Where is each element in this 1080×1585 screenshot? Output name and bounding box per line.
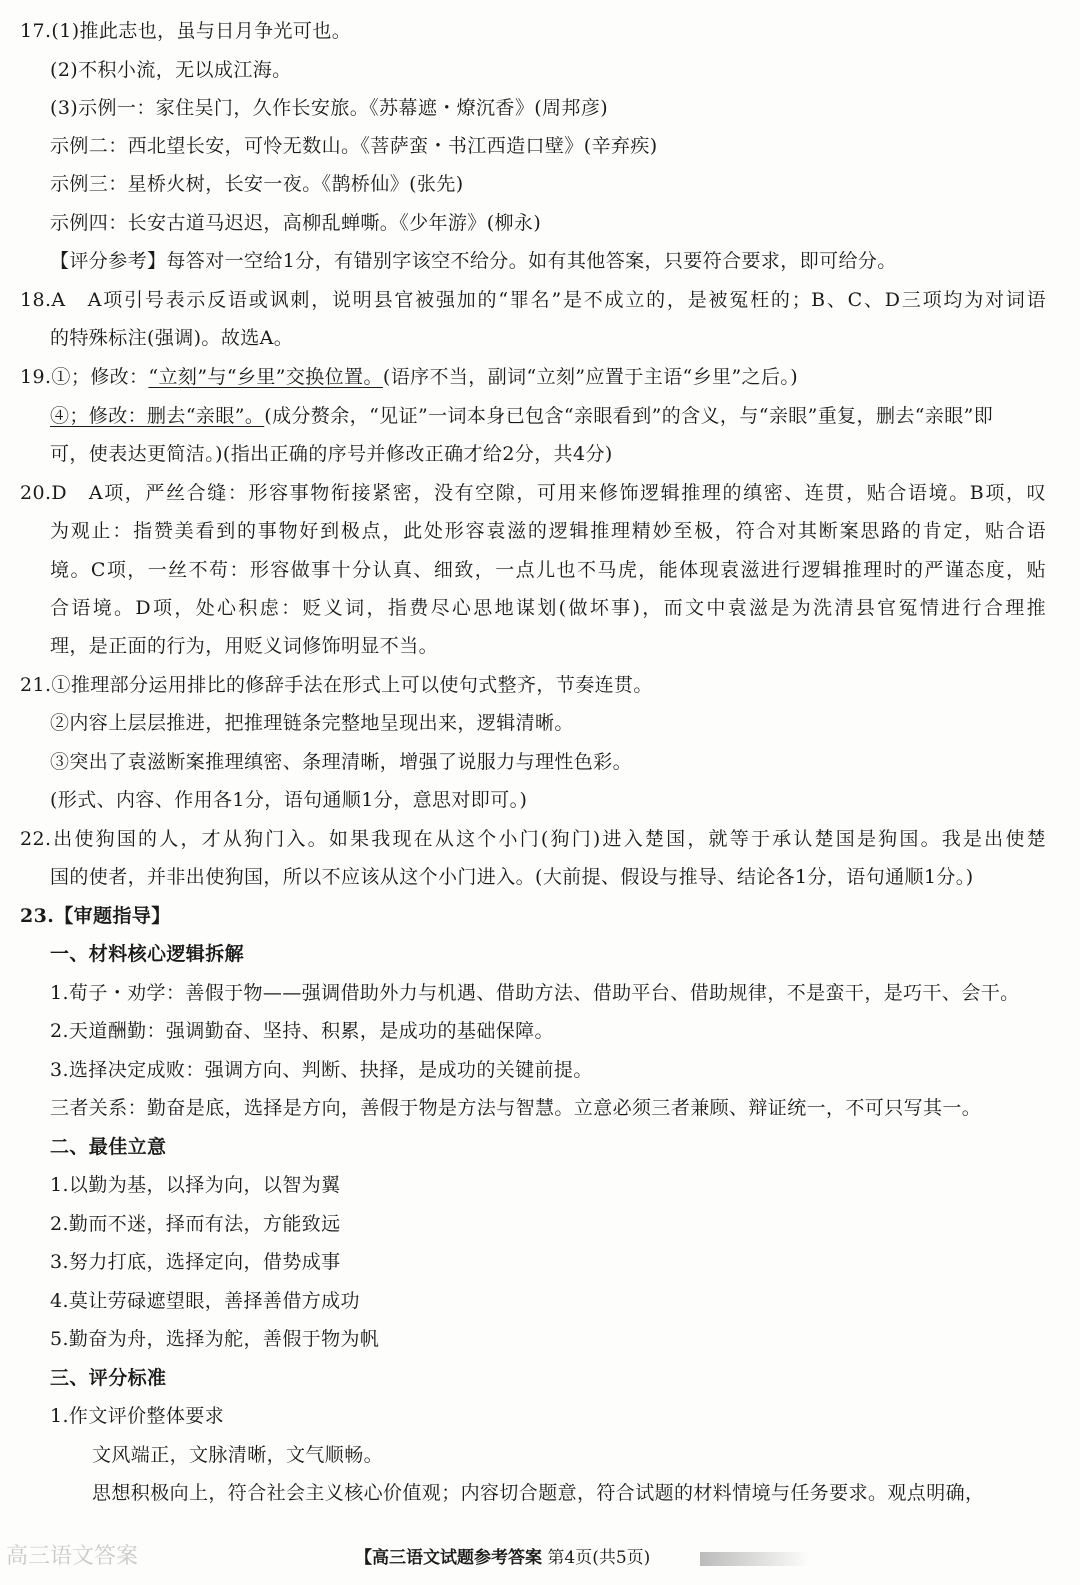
page-footer xyxy=(355,1544,650,1572)
theme-item-1: 1.以勤为基，以择为向，以智为翼 xyxy=(50,1174,341,1196)
answer-19-cont: 可，使表达更简洁。)(指出正确的序号并修改正确才给2分，共4分) xyxy=(50,443,613,465)
answer-17-3: (3)示例一：家住吴门，久作长安旅。《苏幕遮・燎沉香》(周邦彦) xyxy=(50,97,609,119)
criteria-style: 文风端正，文脉清晰，文气顺畅。 xyxy=(92,1444,384,1466)
answer-20-cont-3: 合语境。D项，处心积虑：贬义词，指费尽心思地谋划(做坏事)，而文中袁滋是为洗清县官冤情进行合理推 xyxy=(50,597,1046,619)
criteria-content: 思想积极向上，符合社会主义核心价值观；内容切合题意，符合试题的材料情境与任务要求。观点明确， xyxy=(92,1482,985,1504)
section-2-heading: 二、最佳立意 xyxy=(50,1136,167,1158)
answer-18: 18.A A项引号表示反语或讽刺，说明县官被强加的“罪名”是不成立的，是被冤枉的；B、C、D三项均为对词语 xyxy=(20,289,1046,311)
answer-21-1: 21.①推理部分运用排比的修辞手法在形式上可以使句式整齐，节奏连贯。 xyxy=(20,674,653,696)
theme-item-2: 2.勤而不迷，择而有法，方能致远 xyxy=(50,1213,341,1235)
answer-20-cont-2: 境。C项，一丝不苟：形容做事十分认真、细致，一点儿也不马虎，能体现袁滋进行逻辑推理时的严谨态度，贴 xyxy=(50,559,1046,581)
answer-19-4-label: ④；修改： xyxy=(50,405,148,427)
answer-21-2: ②内容上层层推进，把推理链条完整地呈现出来，逻辑清晰。 xyxy=(50,712,574,734)
section-3-heading: 三、评分标准 xyxy=(50,1367,167,1389)
answer-19-4 xyxy=(50,401,1080,431)
logic-item-2: 2.天道酬勤：强调勤奋、坚持、积累，是成功的基础保障。 xyxy=(50,1020,554,1042)
answer-20-cont-4: 理，是正面的行为，用贬义词修饰明显不当。 xyxy=(50,635,439,657)
answer-20-cont-1: 为观止：指赞美看到的事物好到极点，此处形容袁滋的逻辑推理精妙至极，符合对其断案思路的肯定，贴合语 xyxy=(50,520,1046,542)
criteria-item-1: 1.作文评价整体要求 xyxy=(50,1405,225,1427)
theme-item-5: 5.勤奋为舟，选择为舵，善假于物为帆 xyxy=(50,1328,380,1350)
section-1-heading: 一、材料核心逻辑拆解 xyxy=(50,943,245,965)
theme-item-4: 4.莫让劳碌遮望眼，善择善借方成功 xyxy=(50,1290,360,1312)
answer-20: 20.D A项，严丝合缝：形容事物衔接紧密，没有空隙，可用来修饰逻辑推理的缜密、连贯，贴合语境。B项，叹 xyxy=(20,482,1046,504)
scoring-note-17: 【评分参考】每答对一空给1分，有错别字该空不给分。如有其他答案，只要符合要求，即可给分。 xyxy=(50,250,897,272)
logic-relationship: 三者关系：勤奋是底，选择是方向，善假于物是方法与智慧。立意必须三者兼顾、辩证统一，不可只写其一。 xyxy=(50,1097,982,1119)
answer-18-cont: 的特殊标注(强调)。故选A。 xyxy=(50,327,294,349)
watermark: 高三语文答案 xyxy=(6,1544,139,1569)
theme-item-3: 3.努力打底，选择定向，借势成事 xyxy=(50,1251,341,1273)
footer-page-number: 第4页(共5页) xyxy=(547,1548,651,1568)
answer-17-example-4: 示例四：长安古道马迟迟，高柳乱蝉嘶。《少年游》(柳永) xyxy=(50,212,542,234)
logic-item-3: 3.选择决定成败：强调方向、判断、抉择，是成功的关键前提。 xyxy=(50,1059,593,1081)
logic-item-1: 1.荀子・劝学：善假于物——强调借助外力与机遇、借助方法、借助平台、借助规律，不是蛮干，是巧干、会干。 xyxy=(50,982,1020,1004)
answer-19-4-fix: 删去“亲眼”。 xyxy=(147,405,265,427)
footer-fade-mark xyxy=(700,1552,810,1566)
answer-17-1: 17.(1)推此志也，虽与日月争光可也。 xyxy=(20,20,352,42)
answer-22-cont: 国的使者，并非出使狗国，所以不应该从这个小门进入。(大前提、假设与推导、结论各1分，语句通顺1分。) xyxy=(50,866,974,888)
answer-17-example-2: 示例二：西北望长安，可怜无数山。《菩萨蛮・书江西造口壁》(辛弃疾) xyxy=(50,135,658,157)
answer-19-1-reason: (语序不当，副词“立刻”应置于主语“乡里”之后。) xyxy=(382,366,799,388)
answer-17-2: (2)不积小流，无以成江海。 xyxy=(50,59,292,81)
footer-title: 【高三语文试题参考答案 xyxy=(355,1548,542,1568)
answer-19-1 xyxy=(20,362,1080,392)
answer-21-3: ③突出了袁滋断案推理缜密、条理清晰，增强了说服力与理性色彩。 xyxy=(50,751,633,773)
answer-17-example-3: 示例三：星桥火树，长安一夜。《鹊桥仙》(张先) xyxy=(50,173,464,195)
answer-23-heading: 23.【审题指导】 xyxy=(20,905,171,927)
answer-19-1-label: 19.①；修改： xyxy=(20,366,149,388)
answer-19-1-fix: “立刻”与“乡里”交换位置。 xyxy=(148,366,383,388)
answer-22: 22.出使狗国的人，才从狗门入。如果我现在从这个小门(狗门)进入楚国，就等于承认楚国是狗国。我是出使楚 xyxy=(20,828,1046,850)
answer-19-4-reason: (成分赘余，“见证”一词本身已包含“亲眼看到”的含义，与“亲眼”重复，删去“亲眼”即 xyxy=(264,405,994,427)
scoring-note-21: (形式、内容、作用各1分，语句通顺1分，意思对即可。) xyxy=(50,789,528,811)
